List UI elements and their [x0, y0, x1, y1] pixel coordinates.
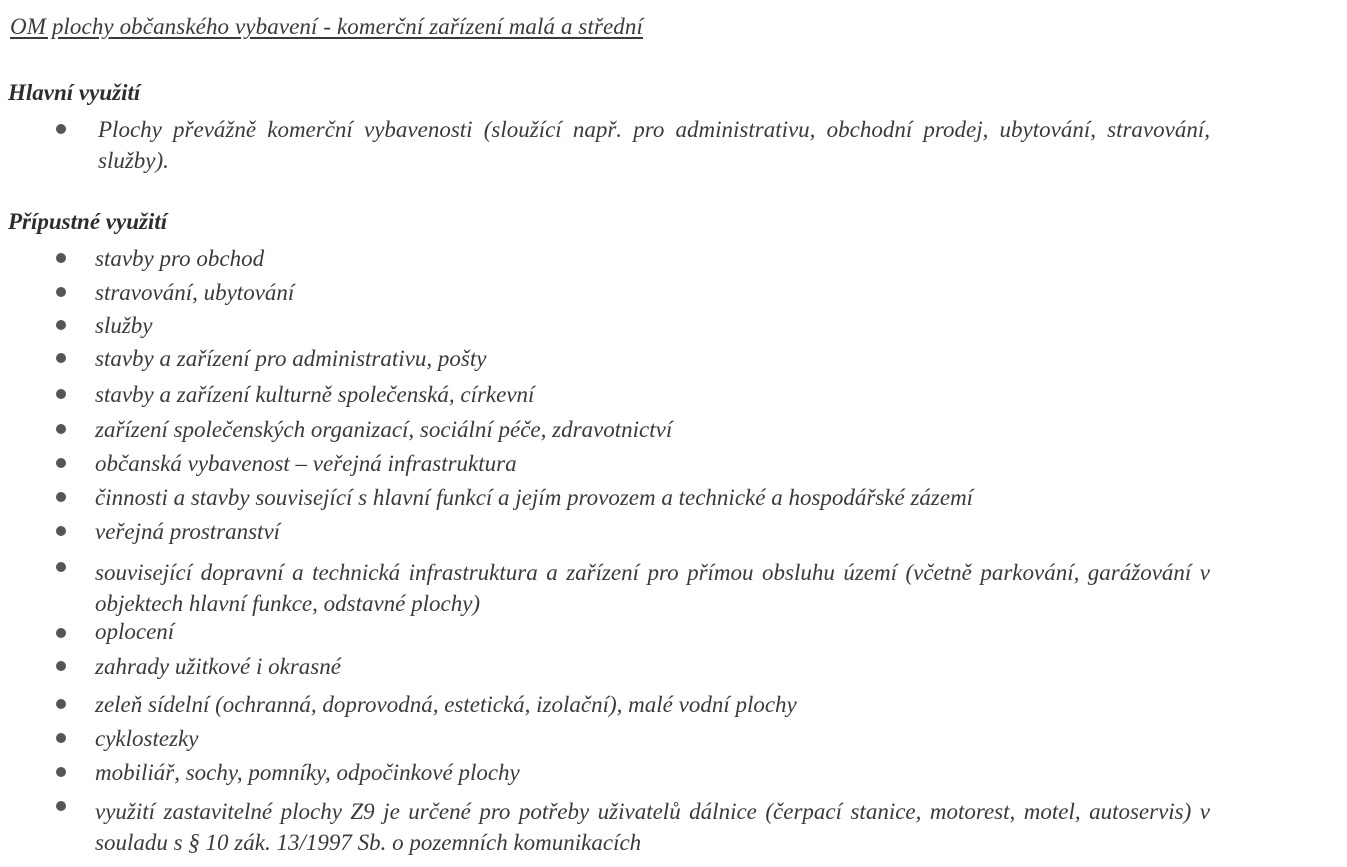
bullet-icon: [56, 492, 66, 502]
allowed-use-item: využití zastavitelné plochy Z9 je určené pro potřeby uživatelů dálnice (čerpací stanice, motorest, motel, autoservis) v souladu s § 10 zák. 13/1997 Sb. o pozemních komunikacích: [95, 799, 1210, 855]
main-use-item: Plochy převážně komerční vybavenosti (sloužící např. pro administrativu, obchodní prodej, ubytování, stravování, služby).: [98, 117, 1210, 173]
bullet-icon: [56, 733, 66, 743]
allowed-use-item: stravování, ubytování: [95, 280, 295, 305]
allowed-use-item: služby: [95, 313, 153, 338]
bullet-icon: [56, 389, 66, 399]
bullet-icon: [56, 562, 66, 572]
bullet-icon: [56, 424, 66, 434]
allowed-use-item: veřejná prostranství: [95, 519, 281, 544]
bullet-icon: [56, 320, 66, 330]
allowed-use-item: zařízení společenských organizací, sociální péče, zdravotnictví: [95, 417, 673, 442]
main-use-heading: Hlavní využití: [8, 80, 141, 105]
bullet-icon: [56, 661, 66, 671]
bullet-icon: [56, 353, 66, 363]
allowed-use-item: zahrady užitkové i okrasné: [95, 654, 341, 679]
bullet-icon: [56, 526, 66, 536]
bullet-icon: [56, 628, 66, 638]
bullet-icon: [56, 801, 66, 811]
allowed-use-item: občanská vybavenost – veřejná infrastruktura: [95, 451, 517, 476]
allowed-use-item: cyklostezky: [95, 726, 199, 751]
bullet-icon: [56, 699, 66, 709]
allowed-use-item: činnosti a stavby související s hlavní funkcí a jejím provozem a technické a hospodářské zázemí: [95, 485, 974, 510]
allowed-use-item: stavby a zařízení kulturně společenská, církevní: [95, 382, 535, 407]
bullet-icon: [56, 253, 66, 263]
bullet-icon: [56, 124, 66, 134]
allowed-use-item: stavby pro obchod: [95, 246, 265, 271]
bullet-icon: [56, 767, 66, 777]
allowed-use-item: oplocení: [95, 619, 175, 644]
allowed-use-item: mobiliář, sochy, pomníky, odpočinkové plochy: [95, 760, 520, 785]
allowed-use-item: zeleň sídelní (ochranná, doprovodná, estetická, izolační), malé vodní plochy: [95, 692, 797, 717]
allowed-use-item: stavby a zařízení pro administrativu, pošty: [95, 346, 487, 371]
allowed-use-item: související dopravní a technická infrastruktura a zařízení pro přímou obsluhu území (včetně parkování, garážování v objektech hlavní funkce, odstavné plochy): [95, 560, 1210, 616]
allowed-use-heading: Přípustné využití: [8, 209, 168, 234]
bullet-icon: [56, 458, 66, 468]
bullet-icon: [56, 287, 66, 297]
document-title: OM plochy občanského vybavení - komerční zařízení malá a střední: [10, 14, 643, 39]
